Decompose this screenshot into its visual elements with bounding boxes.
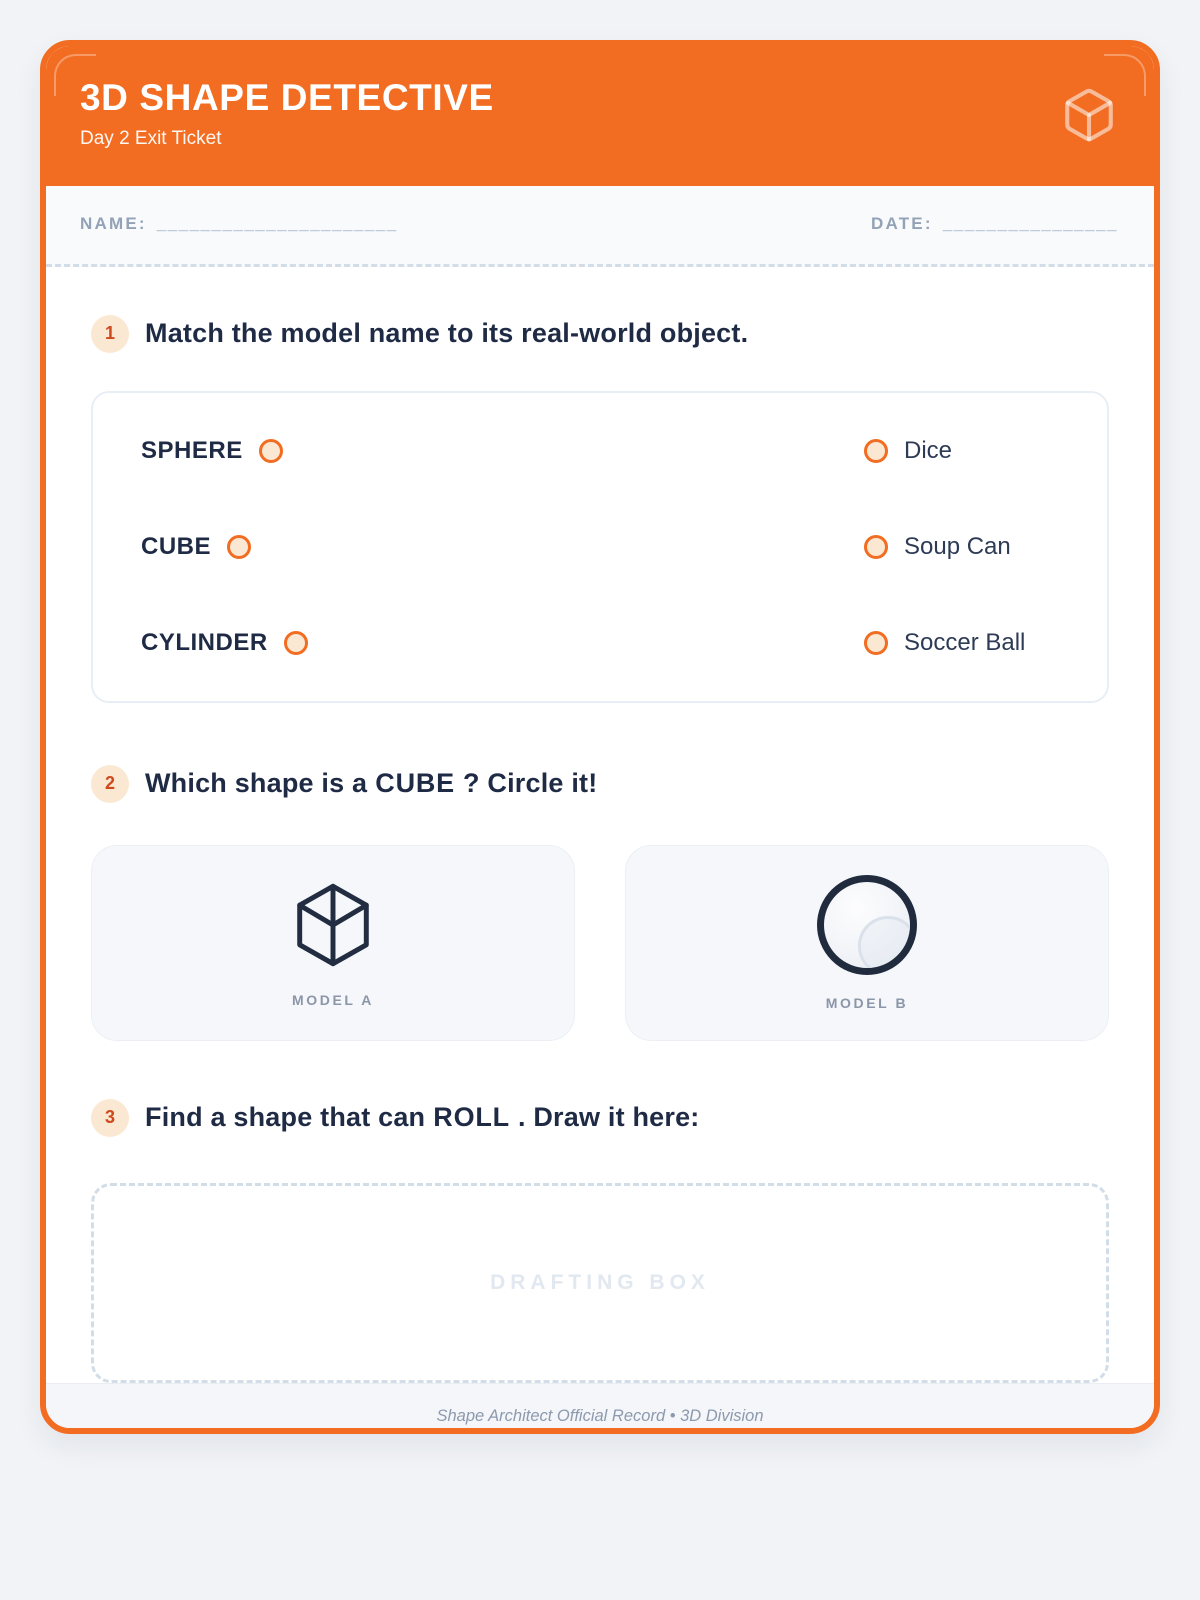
- cube-wireframe-icon: [288, 878, 378, 972]
- question-3-prompt: [145, 1102, 700, 1133]
- footer: [46, 1383, 1154, 1434]
- question-1-prompt: Match the model name to its real-world object.: [145, 318, 749, 349]
- question-2-prompt-after: ? Circle it!: [462, 768, 598, 799]
- question-2-prompt: [145, 768, 597, 799]
- model-a-label: MODEL A: [292, 991, 374, 1008]
- model-b-label: MODEL B: [825, 994, 909, 1011]
- name-blank-line[interactable]: ______________________: [156, 213, 398, 233]
- match-term-label: CYLINDER: [141, 628, 268, 656]
- match-object-label: Dice: [904, 436, 953, 464]
- matching-box: [91, 391, 1109, 703]
- sphere-highlight: [858, 916, 917, 975]
- question-3-number-badge: 3: [91, 1099, 129, 1137]
- header: [46, 46, 1154, 186]
- match-dot-dice[interactable]: [864, 439, 888, 463]
- match-dot-cube[interactable]: [227, 535, 251, 559]
- date-blank-line[interactable]: ________________: [942, 213, 1118, 233]
- cube-icon: [1060, 86, 1118, 144]
- sphere-icon: [817, 875, 917, 975]
- drafting-box[interactable]: [91, 1183, 1109, 1383]
- model-a-card[interactable]: [91, 845, 575, 1041]
- question-1-number-badge: 1: [91, 315, 129, 353]
- question-1-heading: [91, 315, 1109, 353]
- match-dot-soccer-ball[interactable]: [864, 631, 888, 655]
- footer-text: Shape Architect Official Record • 3D Division: [436, 1406, 764, 1425]
- match-row-cube: [141, 533, 1059, 561]
- worksheet-content: [46, 267, 1154, 1383]
- date-field[interactable]: [871, 214, 1118, 234]
- match-dot-cylinder[interactable]: [284, 631, 308, 655]
- match-row-sphere: [141, 437, 1059, 465]
- match-term-label: CUBE: [141, 532, 212, 560]
- drafting-box-watermark: DRAFTING BOX: [490, 1270, 710, 1294]
- question-2-heading: [91, 765, 1109, 803]
- page-subtitle: Day 2 Exit Ticket: [80, 127, 222, 149]
- question-3-heading: [91, 1099, 1109, 1137]
- question-2-number-badge: 2: [91, 765, 129, 803]
- date-label: DATE:: [871, 213, 933, 233]
- question-3-prompt-after: . Draw it here:: [517, 1102, 700, 1133]
- worksheet-card: [40, 40, 1160, 1434]
- match-term-label: SPHERE: [141, 436, 243, 464]
- question-2-prompt-before: Which shape is a: [145, 768, 368, 799]
- name-date-strip: [46, 186, 1154, 267]
- match-dot-soup-can[interactable]: [864, 535, 888, 559]
- model-cards-row: [91, 845, 1109, 1041]
- name-label: NAME:: [80, 213, 147, 233]
- question-2-keyword: CUBE: [375, 768, 455, 799]
- question-3-keyword: ROLL: [433, 1102, 510, 1133]
- match-object-label: Soup Can: [904, 532, 1011, 560]
- match-object-label: Soccer Ball: [904, 628, 1026, 656]
- match-row-cylinder: [141, 629, 1059, 657]
- name-field[interactable]: [80, 214, 398, 234]
- match-dot-sphere[interactable]: [259, 439, 283, 463]
- page-title: 3D SHAPE DETECTIVE: [80, 77, 494, 118]
- model-b-card[interactable]: [625, 845, 1109, 1041]
- question-3-prompt-before: Find a shape that can: [145, 1102, 426, 1133]
